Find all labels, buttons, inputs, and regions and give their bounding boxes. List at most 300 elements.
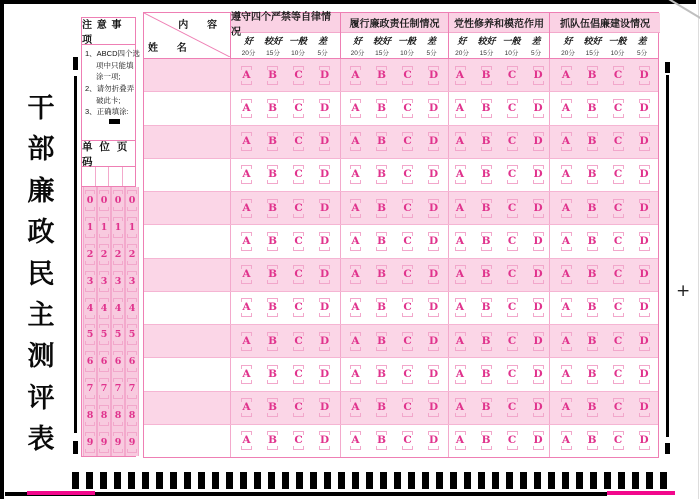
timing-bar [156, 472, 163, 489]
digit-bubble-2[interactable]: 2 [98, 245, 110, 264]
digit-bubble-8[interactable]: 8 [112, 406, 124, 425]
option-bubble-B[interactable]: B [375, 333, 388, 350]
option-bubble-D[interactable]: D [638, 366, 651, 383]
option-bubble-C[interactable]: C [292, 399, 305, 416]
digit-cell [98, 214, 110, 241]
digit-bubble-2[interactable]: 2 [112, 245, 124, 264]
option-bubble-A[interactable]: A [454, 200, 467, 217]
rating-label: 一般 [398, 37, 417, 47]
option-bubble-B[interactable]: B [586, 200, 599, 217]
option-bubble-C[interactable]: C [612, 432, 625, 449]
option-bubble-C[interactable]: C [292, 233, 305, 250]
digit-bubble-0[interactable]: 0 [126, 191, 138, 210]
option-bubble-D[interactable]: D [638, 333, 651, 350]
digit-bubble-8[interactable]: 8 [84, 406, 96, 425]
fill-example-mark [109, 119, 120, 124]
option-bubble-C[interactable]: C [292, 432, 305, 449]
option-bubble-D[interactable]: D [638, 233, 651, 250]
option-bubble-C[interactable]: C [401, 133, 414, 150]
rating-score-pairs [559, 34, 650, 57]
option-bubble-D[interactable]: D [427, 266, 440, 283]
option-bubble-A[interactable]: A [560, 266, 573, 283]
option-bubble-B[interactable]: B [480, 366, 493, 383]
option-bubble-D[interactable]: D [532, 399, 545, 416]
name-write-cell[interactable] [144, 358, 231, 390]
option-bubble-B[interactable]: B [266, 200, 279, 217]
option-bubble-C[interactable]: C [401, 67, 414, 84]
option-bubble-C[interactable]: C [401, 266, 414, 283]
option-bubble-A[interactable]: A [349, 233, 362, 250]
option-bubble-B[interactable]: B [586, 233, 599, 250]
timing-bar [72, 472, 79, 489]
option-bubble-D[interactable]: D [638, 299, 651, 316]
option-bubble-D[interactable]: D [318, 166, 331, 183]
option-bubble-A[interactable]: A [560, 299, 573, 316]
option-bubble-A[interactable]: A [240, 333, 253, 350]
option-cell [341, 392, 449, 424]
option-bubble-B[interactable]: B [586, 100, 599, 117]
rating-label: 一般 [289, 37, 308, 47]
digit-bubble-5[interactable]: 5 [112, 325, 124, 344]
option-bubble-C[interactable]: C [401, 399, 414, 416]
digit-bubble-5[interactable]: 5 [84, 325, 96, 344]
option-bubble-C[interactable]: C [401, 333, 414, 350]
digit-bubble-1[interactable]: 1 [126, 218, 138, 237]
option-bubble-C[interactable]: C [401, 100, 414, 117]
timing-tick [665, 443, 670, 454]
option-bubble-C[interactable]: C [612, 299, 625, 316]
digit-bubble-7[interactable]: 7 [84, 379, 96, 398]
option-bubble-B[interactable]: B [266, 67, 279, 84]
digit-bubble-8[interactable]: 8 [126, 406, 138, 425]
option-bubble-C[interactable]: C [401, 432, 414, 449]
option-bubble-B[interactable]: B [266, 166, 279, 183]
notice-line: 3、正确填涂: [85, 107, 129, 117]
option-bubble-A[interactable]: A [240, 133, 253, 150]
name-write-cell[interactable] [144, 159, 231, 191]
digit-bubble-7[interactable]: 7 [112, 379, 124, 398]
rating-label: 一般 [608, 37, 627, 47]
option-bubble-C[interactable]: C [292, 266, 305, 283]
option-bubble-D[interactable]: D [532, 333, 545, 350]
digit-bubble-4[interactable]: 4 [98, 299, 110, 318]
option-bubble-A[interactable]: A [240, 100, 253, 117]
option-bubble-A[interactable]: A [560, 432, 573, 449]
option-bubble-C[interactable]: C [401, 166, 414, 183]
option-bubble-B[interactable]: B [586, 399, 599, 416]
table-row [144, 125, 658, 158]
option-bubble-B[interactable]: B [266, 399, 279, 416]
option-bubble-C[interactable]: C [506, 233, 519, 250]
option-bubble-C[interactable]: C [292, 366, 305, 383]
option-bubble-C[interactable]: C [612, 366, 625, 383]
digit-bubble-8[interactable]: 8 [98, 406, 110, 425]
option-bubble-B[interactable]: B [375, 399, 388, 416]
digit-bubble-4[interactable]: 4 [84, 299, 96, 318]
option-bubble-B[interactable]: B [375, 100, 388, 117]
option-bubble-D[interactable]: D [427, 166, 440, 183]
option-bubble-D[interactable]: D [318, 366, 331, 383]
option-bubble-C[interactable]: C [292, 166, 305, 183]
option-bubble-D[interactable]: D [638, 100, 651, 117]
option-bubble-A[interactable]: A [454, 133, 467, 150]
digit-bubble-9[interactable]: 9 [98, 433, 110, 452]
digit-bubble-6[interactable]: 6 [84, 352, 96, 371]
title-char: 评 [27, 382, 55, 414]
option-bubble-B[interactable]: B [480, 333, 493, 350]
option-bubble-C[interactable]: C [506, 299, 519, 316]
title-char: 政 [27, 217, 55, 249]
option-bubble-B[interactable]: B [586, 266, 599, 283]
timing-bar [408, 472, 415, 489]
option-bubble-A[interactable]: A [349, 200, 362, 217]
digit-bubble-0[interactable]: 0 [112, 191, 124, 210]
timing-bar [184, 472, 191, 489]
digit-bubble-5[interactable]: 5 [126, 325, 138, 344]
option-bubble-D[interactable]: D [638, 166, 651, 183]
option-cell [341, 159, 449, 191]
option-bubble-D[interactable]: D [532, 266, 545, 283]
option-bubble-B[interactable]: B [266, 432, 279, 449]
option-bubble-A[interactable]: A [560, 233, 573, 250]
digit-column [97, 187, 111, 456]
option-bubble-C[interactable]: C [506, 67, 519, 84]
rating-label: 好 [243, 37, 253, 47]
option-bubble-D[interactable]: D [318, 399, 331, 416]
option-bubble-A[interactable]: A [560, 67, 573, 84]
name-write-cell[interactable] [144, 225, 231, 257]
option-bubble-C[interactable]: C [612, 100, 625, 117]
option-bubble-D[interactable]: D [532, 299, 545, 316]
digit-bubble-5[interactable]: 5 [98, 325, 110, 344]
option-bubble-A[interactable]: A [240, 399, 253, 416]
option-bubble-A[interactable]: A [240, 200, 253, 217]
option-bubble-A[interactable]: A [349, 299, 362, 316]
option-bubble-C[interactable]: C [292, 200, 305, 217]
option-bubble-D[interactable]: D [427, 200, 440, 217]
option-bubble-B[interactable]: B [266, 233, 279, 250]
option-bubble-D[interactable]: D [318, 432, 331, 449]
option-bubble-A[interactable]: A [240, 67, 253, 84]
option-bubble-B[interactable]: B [375, 266, 388, 283]
digit-bubble-3[interactable]: 3 [112, 272, 124, 291]
name-write-cell[interactable] [144, 425, 231, 457]
digit-bubble-0[interactable]: 0 [98, 191, 110, 210]
option-bubble-D[interactable]: D [532, 233, 545, 250]
digit-bubble-2[interactable]: 2 [84, 245, 96, 264]
category-title: 党性修养和模范作用 [449, 13, 549, 33]
option-bubble-B[interactable]: B [586, 432, 599, 449]
digit-bubble-6[interactable]: 6 [112, 352, 124, 371]
option-bubble-C[interactable]: C [506, 399, 519, 416]
option-cell [550, 92, 660, 124]
option-bubble-A[interactable]: A [560, 100, 573, 117]
option-bubble-D[interactable]: D [318, 200, 331, 217]
timing-tick [73, 57, 78, 70]
name-write-cell[interactable] [144, 126, 231, 158]
name-write-cell[interactable] [144, 59, 231, 91]
option-bubble-B[interactable]: B [480, 133, 493, 150]
option-bubble-C[interactable]: C [612, 333, 625, 350]
digit-bubble-3[interactable]: 3 [126, 272, 138, 291]
option-bubble-C[interactable]: C [506, 432, 519, 449]
option-bubble-C[interactable]: C [292, 67, 305, 84]
option-bubble-B[interactable]: B [266, 333, 279, 350]
option-bubble-C[interactable]: C [506, 166, 519, 183]
digit-bubble-6[interactable]: 6 [98, 352, 110, 371]
option-bubble-C[interactable]: C [612, 233, 625, 250]
option-cell [449, 292, 550, 324]
score-label: 15分 [585, 50, 600, 57]
option-bubble-D[interactable]: D [638, 266, 651, 283]
option-bubble-D[interactable]: D [532, 200, 545, 217]
option-bubble-B[interactable]: B [266, 266, 279, 283]
option-bubble-B[interactable]: B [266, 100, 279, 117]
option-bubble-D[interactable]: D [427, 233, 440, 250]
name-write-cell[interactable] [144, 259, 231, 291]
option-bubble-B[interactable]: B [586, 166, 599, 183]
option-cell [341, 425, 449, 457]
digit-cell [126, 375, 138, 402]
name-write-cell[interactable] [144, 92, 231, 124]
timing-bar [450, 472, 457, 489]
option-bubble-C[interactable]: C [612, 399, 625, 416]
option-bubble-C[interactable]: C [292, 133, 305, 150]
option-bubble-B[interactable]: B [266, 133, 279, 150]
name-write-cell[interactable] [144, 325, 231, 357]
option-bubble-C[interactable]: C [612, 200, 625, 217]
option-bubble-D[interactable]: D [532, 366, 545, 383]
option-cell [341, 59, 449, 91]
option-bubble-B[interactable]: B [586, 333, 599, 350]
option-bubble-A[interactable]: A [454, 166, 467, 183]
option-bubble-B[interactable]: B [586, 299, 599, 316]
digit-bubble-3[interactable]: 3 [98, 272, 110, 291]
option-cell [341, 192, 449, 224]
digit-cell [84, 402, 96, 429]
option-bubble-D[interactable]: D [638, 432, 651, 449]
digit-bubble-1[interactable]: 1 [98, 218, 110, 237]
name-write-cell[interactable] [144, 292, 231, 324]
option-bubble-D[interactable]: D [318, 233, 331, 250]
option-bubble-D[interactable]: D [427, 399, 440, 416]
option-bubble-B[interactable]: B [586, 67, 599, 84]
option-bubble-A[interactable]: A [349, 432, 362, 449]
option-bubble-B[interactable]: B [586, 366, 599, 383]
option-bubble-D[interactable]: D [318, 133, 331, 150]
option-bubble-C[interactable]: C [612, 266, 625, 283]
option-bubble-D[interactable]: D [318, 100, 331, 117]
name-write-cell[interactable] [144, 392, 231, 424]
unit-page-write-cell[interactable] [123, 167, 136, 186]
option-bubble-A[interactable]: A [454, 233, 467, 250]
option-bubble-C[interactable]: C [401, 299, 414, 316]
option-bubble-A[interactable]: A [240, 299, 253, 316]
rating-label: 好 [352, 37, 362, 47]
option-bubble-A[interactable]: A [240, 366, 253, 383]
option-bubble-D[interactable]: D [532, 100, 545, 117]
option-bubble-D[interactable]: D [427, 100, 440, 117]
option-bubble-B[interactable]: B [375, 200, 388, 217]
option-bubble-C[interactable]: C [506, 333, 519, 350]
digit-cell [98, 402, 110, 429]
option-bubble-A[interactable]: A [349, 399, 362, 416]
option-bubble-D[interactable]: D [532, 133, 545, 150]
option-bubble-D[interactable]: D [638, 67, 651, 84]
option-bubble-A[interactable]: A [240, 233, 253, 250]
rating-label: 差 [637, 37, 647, 47]
option-bubble-C[interactable]: C [612, 166, 625, 183]
option-bubble-B[interactable]: B [480, 233, 493, 250]
option-bubble-B[interactable]: B [375, 366, 388, 383]
option-bubble-A[interactable]: A [349, 100, 362, 117]
option-bubble-D[interactable]: D [427, 299, 440, 316]
digit-bubble-4[interactable]: 4 [126, 299, 138, 318]
option-bubble-B[interactable]: B [375, 299, 388, 316]
digit-cell [126, 187, 138, 214]
option-bubble-A[interactable]: A [560, 366, 573, 383]
option-bubble-A[interactable]: A [560, 133, 573, 150]
digit-bubble-1[interactable]: 1 [112, 218, 124, 237]
option-bubble-B[interactable]: B [375, 233, 388, 250]
digit-cell [98, 187, 110, 214]
option-bubble-D[interactable]: D [427, 67, 440, 84]
option-bubble-C[interactable]: C [506, 100, 519, 117]
option-bubble-C[interactable]: C [292, 299, 305, 316]
option-bubble-B[interactable]: B [375, 166, 388, 183]
option-bubble-B[interactable]: B [266, 299, 279, 316]
category-title: 履行廉政责任制情况 [341, 13, 448, 33]
rating-score-pair [349, 34, 366, 57]
option-bubble-C[interactable]: C [401, 366, 414, 383]
timing-bar [534, 472, 541, 489]
option-bubble-A[interactable]: A [454, 100, 467, 117]
option-bubble-D[interactable]: D [638, 399, 651, 416]
option-bubble-C[interactable]: C [506, 133, 519, 150]
timing-bar [254, 472, 261, 489]
option-cell [449, 59, 550, 91]
option-bubble-D[interactable]: D [638, 200, 651, 217]
timing-bar [380, 472, 387, 489]
option-bubble-A[interactable]: A [560, 166, 573, 183]
timing-line-right [666, 75, 669, 437]
name-write-cell[interactable] [144, 192, 231, 224]
option-bubble-A[interactable]: A [349, 333, 362, 350]
option-bubble-B[interactable]: B [266, 366, 279, 383]
option-bubble-A[interactable]: A [349, 266, 362, 283]
option-bubble-D[interactable]: D [427, 133, 440, 150]
digit-bubble-9[interactable]: 9 [126, 433, 138, 452]
option-bubble-A[interactable]: A [454, 399, 467, 416]
option-bubble-D[interactable]: D [427, 432, 440, 449]
unit-page-write-cell[interactable] [109, 167, 123, 186]
option-bubble-D[interactable]: D [532, 67, 545, 84]
digit-bubble-4[interactable]: 4 [112, 299, 124, 318]
option-bubble-C[interactable]: C [612, 133, 625, 150]
unit-page-write-cell[interactable] [96, 167, 110, 186]
option-bubble-A[interactable]: A [560, 399, 573, 416]
option-bubble-C[interactable]: C [506, 366, 519, 383]
option-bubble-A[interactable]: A [349, 366, 362, 383]
option-bubble-D[interactable]: D [532, 166, 545, 183]
rating-score-pair [583, 34, 601, 57]
timing-bar [646, 472, 653, 489]
table-row [144, 291, 658, 324]
option-bubble-D[interactable]: D [638, 133, 651, 150]
digit-bubble-1[interactable]: 1 [84, 218, 96, 237]
option-bubble-A[interactable]: A [454, 299, 467, 316]
option-bubble-B[interactable]: B [480, 432, 493, 449]
digit-bubble-3[interactable]: 3 [84, 272, 96, 291]
option-bubble-A[interactable]: A [454, 266, 467, 283]
option-bubble-C[interactable]: C [401, 200, 414, 217]
option-bubble-B[interactable]: B [480, 200, 493, 217]
option-bubble-B[interactable]: B [480, 266, 493, 283]
option-bubble-C[interactable]: C [506, 266, 519, 283]
category-header-3 [449, 13, 550, 58]
option-bubble-B[interactable]: B [480, 166, 493, 183]
option-bubble-C[interactable]: C [292, 100, 305, 117]
option-bubble-C[interactable]: C [292, 333, 305, 350]
digit-bubble-9[interactable]: 9 [112, 433, 124, 452]
timing-bar [576, 472, 583, 489]
digit-bubble-7[interactable]: 7 [126, 379, 138, 398]
digit-bubble-9[interactable]: 9 [84, 433, 96, 452]
digit-bubble-7[interactable]: 7 [98, 379, 110, 398]
option-bubble-B[interactable]: B [480, 399, 493, 416]
unit-page-write-cell[interactable] [82, 167, 96, 186]
option-bubble-A[interactable]: A [240, 432, 253, 449]
digit-bubble-2[interactable]: 2 [126, 245, 138, 264]
bottom-accent-left [27, 491, 95, 495]
option-bubble-A[interactable]: A [454, 67, 467, 84]
digit-cell [112, 295, 124, 322]
option-bubble-B[interactable]: B [586, 133, 599, 150]
option-bubble-A[interactable]: A [560, 200, 573, 217]
option-bubble-D[interactable]: D [318, 299, 331, 316]
option-bubble-B[interactable]: B [480, 67, 493, 84]
option-bubble-B[interactable]: B [375, 432, 388, 449]
option-bubble-D[interactable]: D [318, 266, 331, 283]
option-bubble-C[interactable]: C [612, 67, 625, 84]
option-bubble-C[interactable]: C [506, 200, 519, 217]
option-bubble-B[interactable]: B [480, 100, 493, 117]
option-bubble-A[interactable]: A [240, 166, 253, 183]
option-bubble-A[interactable]: A [454, 333, 467, 350]
rating-label: 较好 [477, 37, 496, 47]
left-edge-mark [0, 0, 4, 499]
option-bubble-D[interactable]: D [318, 67, 331, 84]
option-bubble-A[interactable]: A [349, 133, 362, 150]
option-bubble-A[interactable]: A [560, 333, 573, 350]
digit-bubble-0[interactable]: 0 [84, 191, 96, 210]
option-bubble-A[interactable]: A [349, 67, 362, 84]
digit-bubble-6[interactable]: 6 [126, 352, 138, 371]
option-bubble-D[interactable]: D [427, 333, 440, 350]
option-bubble-D[interactable]: D [318, 333, 331, 350]
option-bubble-B[interactable]: B [375, 67, 388, 84]
option-bubble-A[interactable]: A [454, 432, 467, 449]
option-bubble-C[interactable]: C [401, 233, 414, 250]
option-bubble-A[interactable]: A [240, 266, 253, 283]
option-bubble-D[interactable]: D [427, 366, 440, 383]
option-bubble-A[interactable]: A [454, 366, 467, 383]
option-bubble-D[interactable]: D [532, 432, 545, 449]
option-bubble-A[interactable]: A [349, 166, 362, 183]
table-row [144, 158, 658, 191]
option-bubble-B[interactable]: B [375, 133, 388, 150]
option-bubble-B[interactable]: B [480, 299, 493, 316]
